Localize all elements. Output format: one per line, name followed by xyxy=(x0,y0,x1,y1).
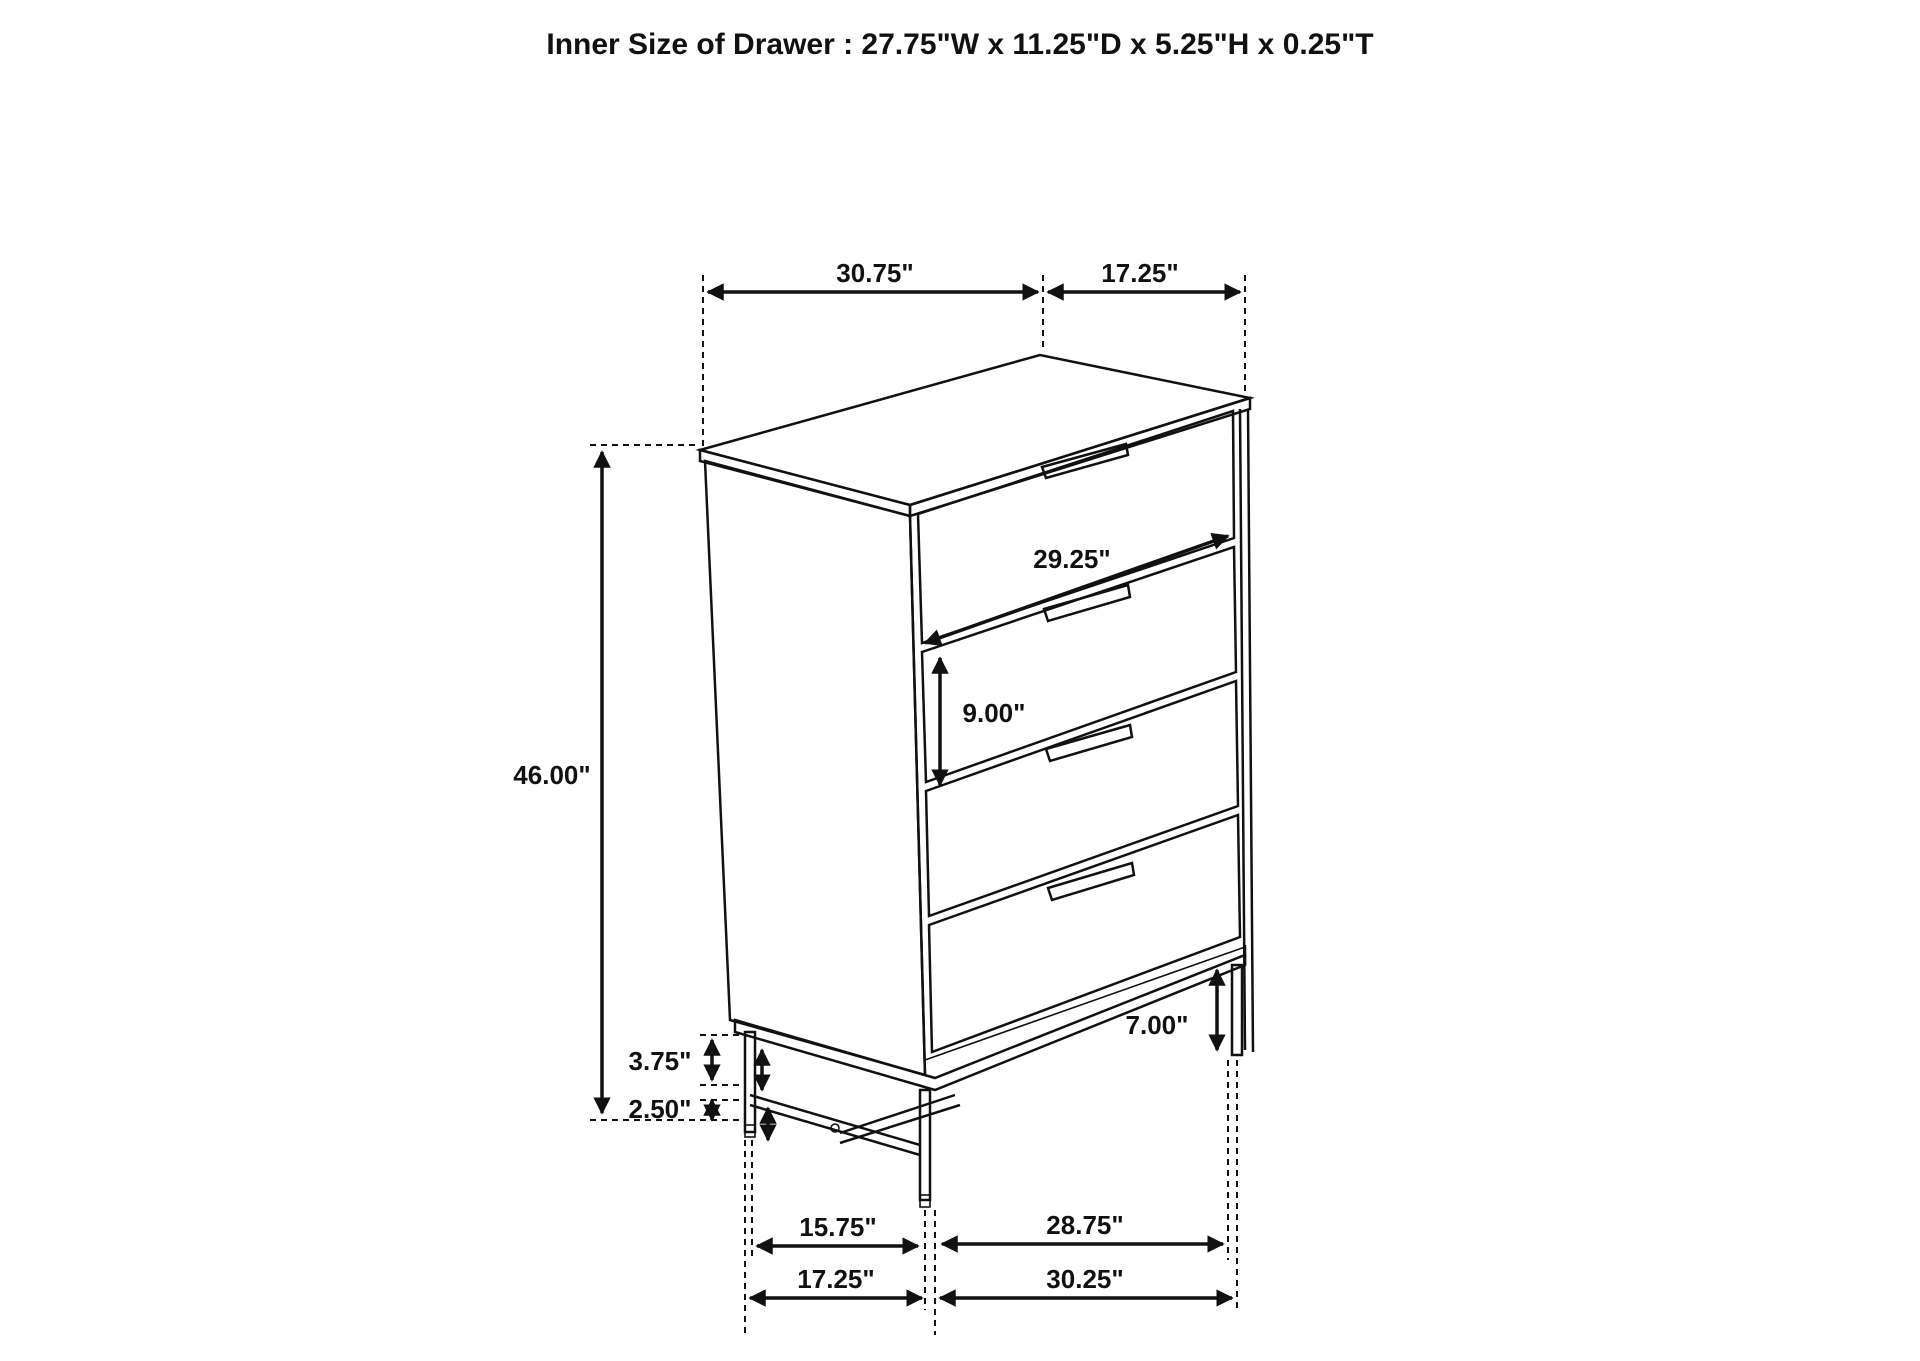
stretcher-side xyxy=(750,1095,920,1145)
label-apron-height: 3.75" xyxy=(628,1046,692,1076)
drawer-2 xyxy=(922,547,1236,782)
label-drawer-width: 29.25" xyxy=(1033,544,1111,574)
label-inner-depth-base: 15.75" xyxy=(799,1212,877,1242)
drawer-handles xyxy=(1042,444,1134,900)
dim-drawer-width xyxy=(925,536,1228,643)
drawers xyxy=(918,411,1245,1060)
diagram-title: Inner Size of Drawer : 27.75"W x 11.25"D x 5.25"H x 0.25"T xyxy=(546,28,1374,61)
drawer-4 xyxy=(929,815,1240,1052)
label-outer-depth-base: 17.25" xyxy=(797,1264,875,1294)
label-foot-height: 2.50" xyxy=(628,1094,692,1124)
dim-height xyxy=(513,445,745,1120)
dim-drawer-height xyxy=(940,658,1025,785)
label-inner-width-base: 28.75" xyxy=(1046,1210,1124,1240)
side-panel xyxy=(705,461,925,1075)
label-drawer-height: 9.00" xyxy=(962,698,1026,728)
label-outer-width-base: 30.25" xyxy=(1046,1264,1124,1294)
drawer-1 xyxy=(918,411,1234,643)
base-frame xyxy=(735,945,1245,1207)
chest-top-edge xyxy=(700,450,910,516)
dim-bottom xyxy=(745,1060,1237,1335)
stretcher-side-lower xyxy=(750,1105,920,1155)
stretcher-cross xyxy=(840,1095,955,1133)
leg-back-right xyxy=(1232,965,1242,1055)
handle-2 xyxy=(1044,585,1130,621)
stretcher-cross-lower xyxy=(840,1105,960,1143)
label-top-width: 30.75" xyxy=(836,258,914,288)
dim-top xyxy=(703,258,1245,447)
label-leg-height: 7.00" xyxy=(1125,1010,1189,1040)
label-top-depth: 17.25" xyxy=(1101,258,1179,288)
leg-front-left xyxy=(745,1032,755,1132)
label-overall-height: 46.00" xyxy=(513,760,591,790)
